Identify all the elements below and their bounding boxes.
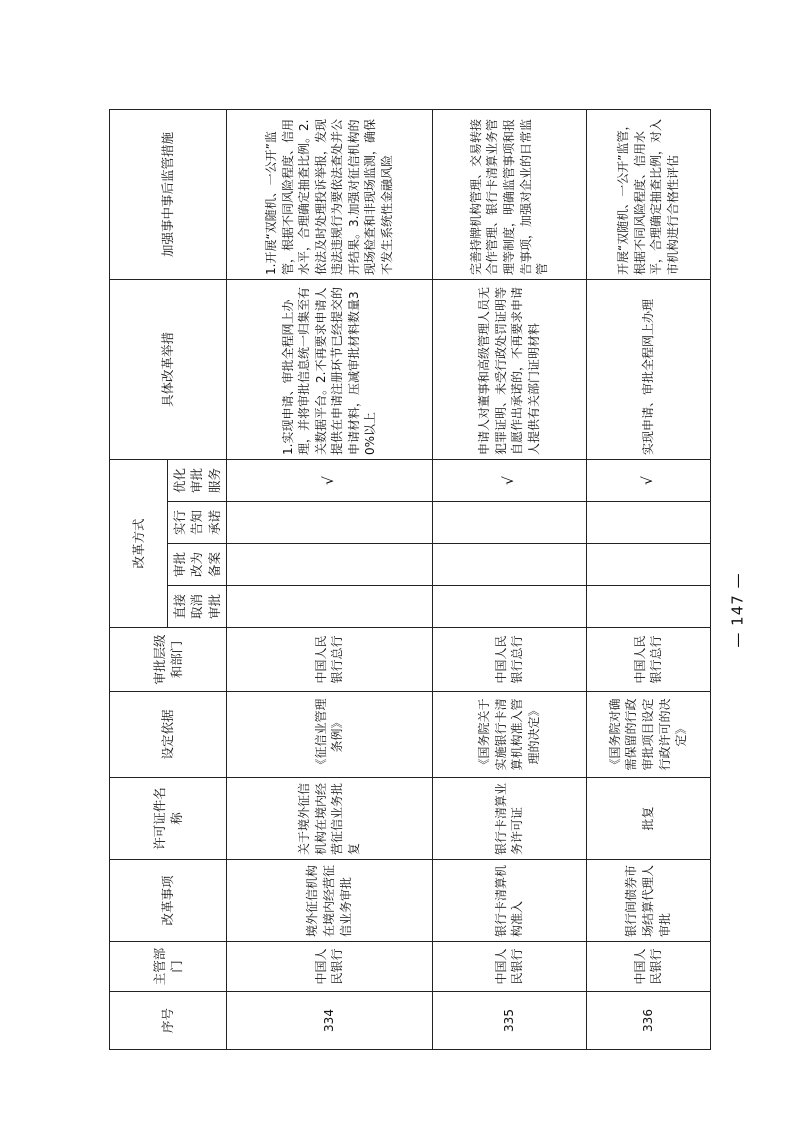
cell-license: 银行卡清算业务许可证 xyxy=(432,778,586,860)
header-m4: 优化审批服务 xyxy=(168,459,227,501)
header-dept: 主管部门 xyxy=(110,942,227,992)
cell-level: 中国人民银行总行 xyxy=(586,628,710,692)
cell-measures: 1.实现申请、审批全程网上办理，并将审批信息统一归集至有关数据平台。2.不再要求申请人提供在申请注册环节已经提交的申请材料，压减审批材料数量30%以上 xyxy=(226,279,432,459)
header-reform: 改革方式 xyxy=(110,459,168,627)
cell-basis: 《征信业管理条例》 xyxy=(226,692,432,778)
cell-license: 批复 xyxy=(586,778,710,860)
header-row xyxy=(110,109,168,1049)
table-row xyxy=(432,109,586,1049)
cell-license: 关于境外征信机构在境内经营征信业务批复 xyxy=(226,778,432,860)
cell-item: 境外征信机构在境内经营征信业务审批 xyxy=(226,860,432,942)
cell-basis: 《国务院对确需保留的行政审批项目设定行政许可的决定》 xyxy=(586,692,710,778)
cell-measures: 实现申请、审批全程网上办理 xyxy=(586,279,710,459)
cell-m2 xyxy=(586,544,710,586)
cell-item: 银行间债券市场结算代理人审批 xyxy=(586,860,710,942)
table-row xyxy=(226,109,432,1049)
cell-seq: 336 xyxy=(586,992,710,1050)
check-mark-cell: √ xyxy=(226,459,432,501)
cell-m3 xyxy=(586,502,710,544)
header-measures: 具体改革举措 xyxy=(110,279,227,459)
header-m2: 审批改为备案 xyxy=(168,544,227,586)
check-mark-cell: √ xyxy=(432,459,586,501)
table-row xyxy=(586,109,710,1049)
cell-dept: 中国人民银行 xyxy=(586,942,710,992)
check-mark-cell: √ xyxy=(586,459,710,501)
cell-supervision: 开展“双随机、一公开”监管，根据不同风险程度、信用水平，合理确定抽查比例，对入市机构进行合格性评估 xyxy=(586,109,710,279)
reform-table xyxy=(109,109,711,1050)
page-number xyxy=(718,545,758,675)
cell-m1 xyxy=(226,586,432,628)
cell-level: 中国人民银行总行 xyxy=(226,628,432,692)
page-number-text: — 147 — xyxy=(729,572,748,648)
cell-dept: 中国人民银行 xyxy=(432,942,586,992)
cell-measures: 申请人对董事和高级管理人员无犯罪证明、未受行政处罚证明等自愿作出承诺的，不再要求申请人提供有关部门证明材料 xyxy=(432,279,586,459)
cell-item: 银行卡清算机构准入 xyxy=(432,860,586,942)
cell-level: 中国人民银行总行 xyxy=(432,628,586,692)
cell-basis: 《国务院关于实施银行卡清算机构准入管理的决定》 xyxy=(432,692,586,778)
header-license: 许可证件名称 xyxy=(110,778,227,860)
header-basis: 设定依据 xyxy=(110,692,227,778)
cell-seq: 334 xyxy=(226,992,432,1050)
rotated-page-content xyxy=(109,110,709,1050)
cell-supervision: 完善持牌机构管理、交易转接合作管理、银行卡清算业务管理等制度，明确监管事项和报告事项，加强对企业的日常监管 xyxy=(432,109,586,279)
cell-m1 xyxy=(432,586,586,628)
cell-m2 xyxy=(226,544,432,586)
header-item: 改革事项 xyxy=(110,860,227,942)
header-m1: 直接取消审批 xyxy=(168,586,227,628)
header-supervision: 加强事中事后监管措施 xyxy=(110,109,227,279)
header-seq: 序号 xyxy=(110,992,227,1050)
cell-m2 xyxy=(432,544,586,586)
cell-dept: 中国人民银行 xyxy=(226,942,432,992)
cell-seq: 335 xyxy=(432,992,586,1050)
header-level: 审批层级和部门 xyxy=(110,628,227,692)
cell-m1 xyxy=(586,586,710,628)
cell-supervision: 1.开展“双随机、一公开”监管，根据不同风险程度、信用水平，合理确定抽查比例。2.依法及时处理投诉举报，发现违法违规行为要依法查处并公开结果。3.加强对征信机构的现场检查和非现场监测，确保不发生系统性金融风险 xyxy=(226,109,432,279)
header-m3: 实行告知承诺 xyxy=(168,502,227,544)
cell-m3 xyxy=(226,502,432,544)
cell-m3 xyxy=(432,502,586,544)
